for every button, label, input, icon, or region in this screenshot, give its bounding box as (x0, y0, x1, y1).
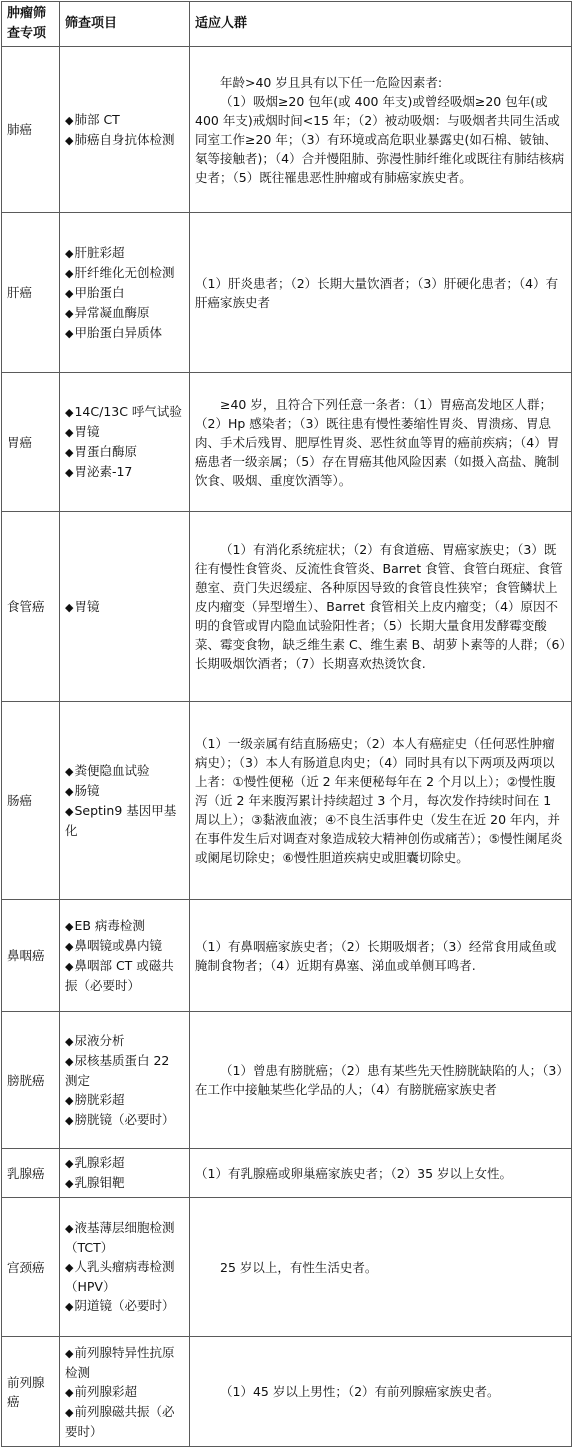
criteria-text: ≥40 岁，且符合下列任意一条者：（1）胃癌高发地区人群；（2）Hp 感染者；（3）既往患有慢性萎缩性胃炎、胃溃疡、胃息肉、手术后残胃、肥厚性胃炎、恶性贫血等胃的癌前疾病；（4）胃癌患者一级亲属；（5）存在胃癌其他风险因素（如摄入高盐、腌制饮食、吸烟、重度饮酒等）。 (195, 396, 560, 488)
diamond-bullet-icon: ◆ (65, 306, 74, 320)
criteria-text: （1）有乳腺癌或卵巢癌家族史者；（2）35 岁以上女性。 (195, 1165, 513, 1181)
diamond-bullet-icon: ◆ (65, 1405, 74, 1419)
screening-items-cell (60, 1012, 190, 1149)
table-row (2, 47, 572, 213)
table-body (2, 47, 572, 1447)
target-population-cell (190, 47, 572, 213)
diamond-bullet-icon: ◆ (65, 286, 74, 300)
screening-item (65, 1218, 184, 1257)
screening-item-label: 膀胱彩超 (74, 1091, 125, 1107)
header-cancer-type: 肿瘤筛查专项 (2, 2, 60, 47)
criteria-text: （1）有鼻咽癌家族史者；（2）长期吸烟者；（3）经常食用咸鱼或腌制食物者；（4）近期有鼻塞、涕血或单侧耳鸣者. (195, 938, 557, 973)
cancer-type-cell: 前列腺癌 (2, 1337, 60, 1447)
screening-item (65, 243, 184, 263)
target-population-cell (190, 373, 572, 512)
target-population-cell (190, 1149, 572, 1198)
diamond-bullet-icon: ◆ (65, 426, 74, 439)
diamond-bullet-icon: ◆ (65, 1300, 74, 1313)
screening-item (65, 1257, 184, 1296)
screening-item-label: 甲胎蛋白 (74, 284, 125, 300)
screening-item-label: 肝脏彩超 (74, 244, 125, 260)
diamond-bullet-icon: ◆ (65, 1346, 74, 1360)
screening-items-cell (60, 1337, 190, 1447)
cancer-type-cell: 胃癌 (2, 373, 60, 512)
screening-item-label: 尿核基质蛋白 22 测定 (65, 1052, 170, 1088)
screening-item (65, 956, 184, 995)
table-row (2, 213, 572, 373)
diamond-bullet-icon: ◆ (65, 113, 74, 127)
screening-item (65, 442, 184, 462)
screening-item-label: 肝纤维化无创检测 (74, 264, 175, 280)
screening-items-cell (60, 900, 190, 1012)
cancer-type-cell: 肺癌 (2, 47, 60, 213)
screening-items-cell (60, 213, 190, 373)
criteria-text: （1）45 岁以上男性；（2）有前列腺癌家族史者。 (220, 1384, 500, 1399)
diamond-bullet-icon: ◆ (65, 600, 74, 614)
criteria-text: （1）有消化系统症状；（2）有食道癌、胃癌家族史；（3）既往有慢性食管炎、反流性食管炎、Barret 食管、食管白斑症、食管憩室、贲门失迟缓症、各种原因导致的食管良性狭窄；食管鳞状上皮内瘤变（异型增生）、Barret 食管相关上皮内瘤变；（4）原因不明的食管或胃内隐血试验阳性者；（5）长期大量食用发酵霉变酸菜、霉变食物，缺乏维生素 C、维生素 B、胡萝卜素等的人群；（6）长期吸烟饮酒者；（7）长期喜欢热烫饮食. (195, 542, 566, 671)
cancer-type-cell: 膀胱癌 (2, 1012, 60, 1149)
screening-item (65, 597, 184, 617)
cancer-type-cell: 食管癌 (2, 512, 60, 702)
screening-items-cell (60, 1149, 190, 1198)
screening-item-label: 人乳头瘤病毒检测（HPV） (65, 1259, 175, 1294)
screening-item-label: 14C/13C 呼气试验 (74, 404, 182, 419)
diamond-bullet-icon: ◆ (65, 266, 74, 280)
screening-item-label: 前列腺彩超 (74, 1383, 137, 1399)
target-population-cell (190, 1198, 572, 1337)
screening-item-label: 鼻咽镜或鼻内镜 (74, 938, 162, 953)
screening-item-label: 阴道镜（必要时） (74, 1298, 175, 1313)
screening-item-label: 液基薄层细胞检测（TCT） (65, 1220, 175, 1255)
table-row (2, 702, 572, 900)
table-row (2, 512, 572, 702)
diamond-bullet-icon: ◆ (65, 1093, 74, 1107)
screening-item (65, 1173, 184, 1193)
screening-items-cell (60, 702, 190, 900)
screening-items-cell (60, 47, 190, 213)
diamond-bullet-icon: ◆ (65, 133, 74, 147)
screening-item (65, 1153, 184, 1173)
table-row (2, 1198, 572, 1337)
diamond-bullet-icon: ◆ (65, 805, 74, 818)
screening-item (65, 323, 184, 343)
header-screening-items: 筛查项目 (60, 2, 190, 47)
screening-items-cell (60, 512, 190, 702)
screening-item-label: 胃泌素-17 (74, 464, 133, 479)
cancer-type-cell: 乳腺癌 (2, 1149, 60, 1198)
screening-item-label: 异常凝血酶原 (74, 304, 150, 320)
table-row (2, 1012, 572, 1149)
screening-item-label: 粪便隐血试验 (74, 763, 150, 778)
screening-item-label: 乳腺彩超 (74, 1155, 125, 1170)
screening-item (65, 1382, 184, 1402)
screening-item-label: EB 病毒检测 (74, 918, 145, 933)
table-row (2, 1149, 572, 1198)
screening-item-label: 前列腺磁共振（必要时） (65, 1403, 175, 1439)
cancer-type-cell: 肠癌 (2, 702, 60, 900)
diamond-bullet-icon: ◆ (65, 466, 74, 479)
screening-item (65, 303, 184, 323)
screening-item-label: 肠镜 (74, 783, 100, 798)
cancer-screening-table (1, 1, 572, 1447)
screening-item-label: 鼻咽部 CT 或磁共振（必要时） (65, 958, 174, 993)
diamond-bullet-icon: ◆ (65, 1157, 74, 1170)
criteria-text: 25 岁以上，有性生活史者。 (220, 1259, 378, 1275)
screening-item-label: 膀胱镜（必要时） (74, 1111, 175, 1127)
diamond-bullet-icon: ◆ (65, 246, 74, 260)
screening-item (65, 283, 184, 303)
screening-item (65, 916, 184, 936)
criteria-text: （1）肝炎患者；（2）长期大量饮酒者；（3）肝硬化患者；（4）有肝癌家族史者 (195, 275, 559, 310)
target-population-cell (190, 213, 572, 373)
target-population-cell (190, 512, 572, 702)
screening-item (65, 781, 184, 801)
diamond-bullet-icon: ◆ (65, 446, 74, 459)
screening-item (65, 1402, 184, 1441)
screening-item (65, 1343, 184, 1382)
diamond-bullet-icon: ◆ (65, 960, 74, 973)
criteria-text: （1）一级亲属有结直肠癌史；（2）本人有癌症史（任何恶性肿瘤病史）；（3）本人有肠道息肉史；（4）同时具有以下两项及两项以上者：①慢性便秘（近 2 年来便秘每年在 2 个月以上）；②慢性腹泻（近 2 年来腹泻累计持续超过 3 个月，每次发作持续时间在 1 周以上）；③黏液血液；④不良生活事件史（发生在近 20 年内，并在事件发生后对调查对象造成较大精神创伤或痛苦）；⑤慢性阑尾炎或阑尾切除史；⑥慢性胆道疾病史或胆囊切除史。 (195, 736, 563, 865)
screening-item (65, 130, 184, 150)
screening-item (65, 110, 184, 130)
diamond-bullet-icon: ◆ (65, 1034, 74, 1048)
screening-item-label: 肺癌自身抗体检测 (74, 131, 175, 147)
cancer-type-cell: 宫颈癌 (2, 1198, 60, 1337)
diamond-bullet-icon: ◆ (65, 765, 74, 778)
screening-item (65, 761, 184, 781)
screening-item (65, 1296, 184, 1316)
screening-item (65, 801, 184, 840)
header-target-population: 适应人群 (190, 2, 572, 47)
diamond-bullet-icon: ◆ (65, 326, 74, 340)
diamond-bullet-icon: ◆ (65, 1113, 74, 1127)
diamond-bullet-icon: ◆ (65, 406, 74, 419)
screening-item (65, 1090, 184, 1110)
screening-item (65, 1110, 184, 1130)
screening-item-label: Septin9 基因甲基化 (65, 803, 177, 838)
screening-items-cell (60, 1198, 190, 1337)
screening-item (65, 402, 184, 422)
diamond-bullet-icon: ◆ (65, 1261, 74, 1274)
screening-item-label: 前列腺特异性抗原检测 (65, 1344, 175, 1380)
diamond-bullet-icon: ◆ (65, 1222, 74, 1235)
screening-item-label: 肺部 CT (74, 111, 120, 127)
screening-item-label: 乳腺钼靶 (74, 1175, 125, 1190)
table-row (2, 900, 572, 1012)
screening-item (65, 422, 184, 442)
diamond-bullet-icon: ◆ (65, 1385, 74, 1399)
screening-item-label: 胃镜 (74, 424, 100, 439)
screening-item-label: 胃蛋白酶原 (74, 444, 137, 459)
target-population-cell (190, 1337, 572, 1447)
criteria-text: （1）吸烟≥20 包年(或 400 年支)或曾经吸烟≥20 包年(或 400 年支)戒烟时间<15 年；（2）被动吸烟：与吸烟者共同生活或同室工作≥20 年；（3）有环境或高危职业暴露史(如石棉、铍铀、氡等接触者)；（4）合并慢阻肺、弥漫性肺纤维化或既往有肺结核病史者；（5）既往罹患恶性肿瘤或有肺癌家族史者。 (195, 93, 565, 185)
diamond-bullet-icon: ◆ (65, 785, 74, 798)
screening-item (65, 462, 184, 482)
screening-item (65, 936, 184, 956)
target-population-cell (190, 900, 572, 1012)
criteria-text: （1）曾患有膀胱癌；（2）患有某些先天性膀胱缺陷的人；（3）在工作中接触某些化学品的人；（4）有膀胱癌家族史者 (195, 1063, 563, 1097)
cancer-type-cell: 肝癌 (2, 213, 60, 373)
target-population-cell (190, 702, 572, 900)
diamond-bullet-icon: ◆ (65, 1177, 74, 1190)
screening-item (65, 1051, 184, 1090)
target-population-cell (190, 1012, 572, 1149)
screening-items-cell (60, 373, 190, 512)
cancer-type-cell: 鼻咽癌 (2, 900, 60, 1012)
criteria-text: 年龄>40 岁且具有以下任一危险因素者: (220, 74, 443, 90)
diamond-bullet-icon: ◆ (65, 1054, 74, 1068)
screening-item (65, 1031, 184, 1051)
screening-item-label: 尿液分析 (74, 1032, 125, 1048)
table-header-row (2, 2, 572, 47)
screening-item (65, 263, 184, 283)
table-row (2, 373, 572, 512)
screening-item-label: 甲胎蛋白异质体 (74, 324, 162, 340)
diamond-bullet-icon: ◆ (65, 940, 74, 953)
screening-item-label: 胃镜 (74, 598, 100, 614)
table-row (2, 1337, 572, 1447)
diamond-bullet-icon: ◆ (65, 920, 74, 933)
